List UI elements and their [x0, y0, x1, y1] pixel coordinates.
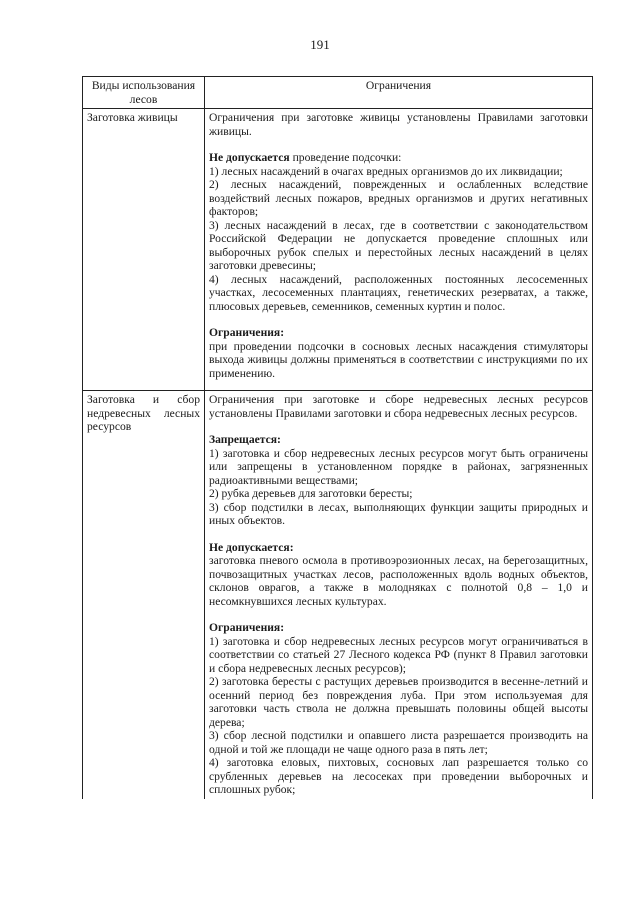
usage-cell: Заготовка и сбор недревесных лесных ресурсов	[83, 391, 205, 799]
restrictions-section	[209, 621, 588, 797]
list-item: 1) заготовка и сбор недревесных лесных ресурсов могут быть ограничены или запрещены в установленном порядке в районах, загрязненных радиоактивными веществами;	[209, 446, 588, 487]
forbidden-section	[209, 433, 588, 528]
list-item: 4) лесных насаждений, расположенных постоянных лесосеменных участках, лесосеменных плантациях, генетических резерватах, а также, плюсовых деревьев, семенников, семенных куртин и полос.	[209, 272, 588, 313]
list-item: 3) сбор лесной подстилки и опавшего листа разрешается производить на одной и той же площади не чаще одного раза в пять лет;	[209, 729, 588, 756]
not-allowed-heading	[209, 151, 588, 165]
restrictions-section	[209, 326, 588, 380]
not-allowed-section	[209, 151, 588, 313]
table-header-row	[83, 77, 593, 109]
list-item: 1) заготовка и сбор недревесных лесных ресурсов могут ограничиваться в соответствии со статьей 27 Лесного кодекса РФ (пункт 8 Правил заготовки и сбора недревесных лесных ресурсов);	[209, 634, 588, 675]
page-number: 191	[310, 37, 330, 52]
table-row	[83, 391, 593, 799]
list-item: 3) лесных насаждений в лесах, где в соответствии с законодательством Российской Федерации не допускается проведение сплошных или выборочных рубок спелых и перестойных лесных насаждений в целях заготовки древесины;	[209, 218, 588, 272]
intro-text: Ограничения при заготовке и сборе недревесных лесных ресурсов установлены Правилами заготовки и сбора недревесных лесных ресурсов.	[209, 393, 588, 420]
list-item: 1) лесных насаждений в очагах вредных организмов до их ликвидации;	[209, 164, 563, 178]
restrictions-cell	[205, 109, 593, 391]
not-allowed-rest: проведение подсочки:	[289, 151, 402, 164]
list-item: 4) заготовка еловых, пихтовых, сосновых лап разрешается только со срубленных деревьев на лесосеках при проведении выборочных и сплошных рубок;	[209, 756, 588, 796]
intro-text: Ограничения при заготовке живицы установлены Правилами заготовки живицы.	[209, 111, 588, 138]
usage-cell: Заготовка живицы	[83, 109, 205, 391]
list-item: 2) лесных насаждений, поврежденных и ослабленных вследствие воздействий лесных пожаров, вредных организмов и других негативных факторов;	[209, 178, 588, 218]
restrictions-cell	[205, 391, 593, 799]
restrictions-table	[82, 76, 593, 799]
restrictions-text: при проведении подсочки в сосновых лесных насаждения стимуляторы выхода живицы должны применяться в соответствии с инструкциями по их применению.	[209, 339, 588, 380]
not-allowed-section	[209, 541, 588, 609]
restrictions-title: Ограничения:	[209, 326, 285, 339]
column-header-restrictions: Ограничения	[205, 77, 593, 109]
list-item: 2) рубка деревьев для заготовки бересты;	[209, 487, 413, 500]
table-row	[83, 109, 593, 391]
forbidden-title: Запрещается:	[209, 433, 281, 446]
list-item: 2) заготовка бересты с растущих деревьев производится в весенне-летний и осенний период без повреждения луба. При этом используемая для заготовки часть ствола не должна превышать половины общей высоты дерева;	[209, 675, 588, 729]
column-header-usage: Виды использования лесов	[83, 77, 205, 109]
not-allowed-title: Не допускается:	[209, 540, 294, 554]
list-item: 3) сбор подстилки в лесах, выполняющих функции защиты природных и иных объектов.	[209, 500, 588, 527]
not-allowed-title: Не допускается	[209, 151, 290, 164]
restrictions-title: Ограничения:	[209, 621, 285, 634]
not-allowed-text: заготовка пневого осмола в противоэрозионных лесах, на берегозащитных, почвозащитных участках лесов, расположенных вдоль водных объектов, склонов оврагов, а также в молодняках с полнотой 0,8 – 1,0 и несомкнувшихся лесных культурах.	[209, 554, 588, 608]
